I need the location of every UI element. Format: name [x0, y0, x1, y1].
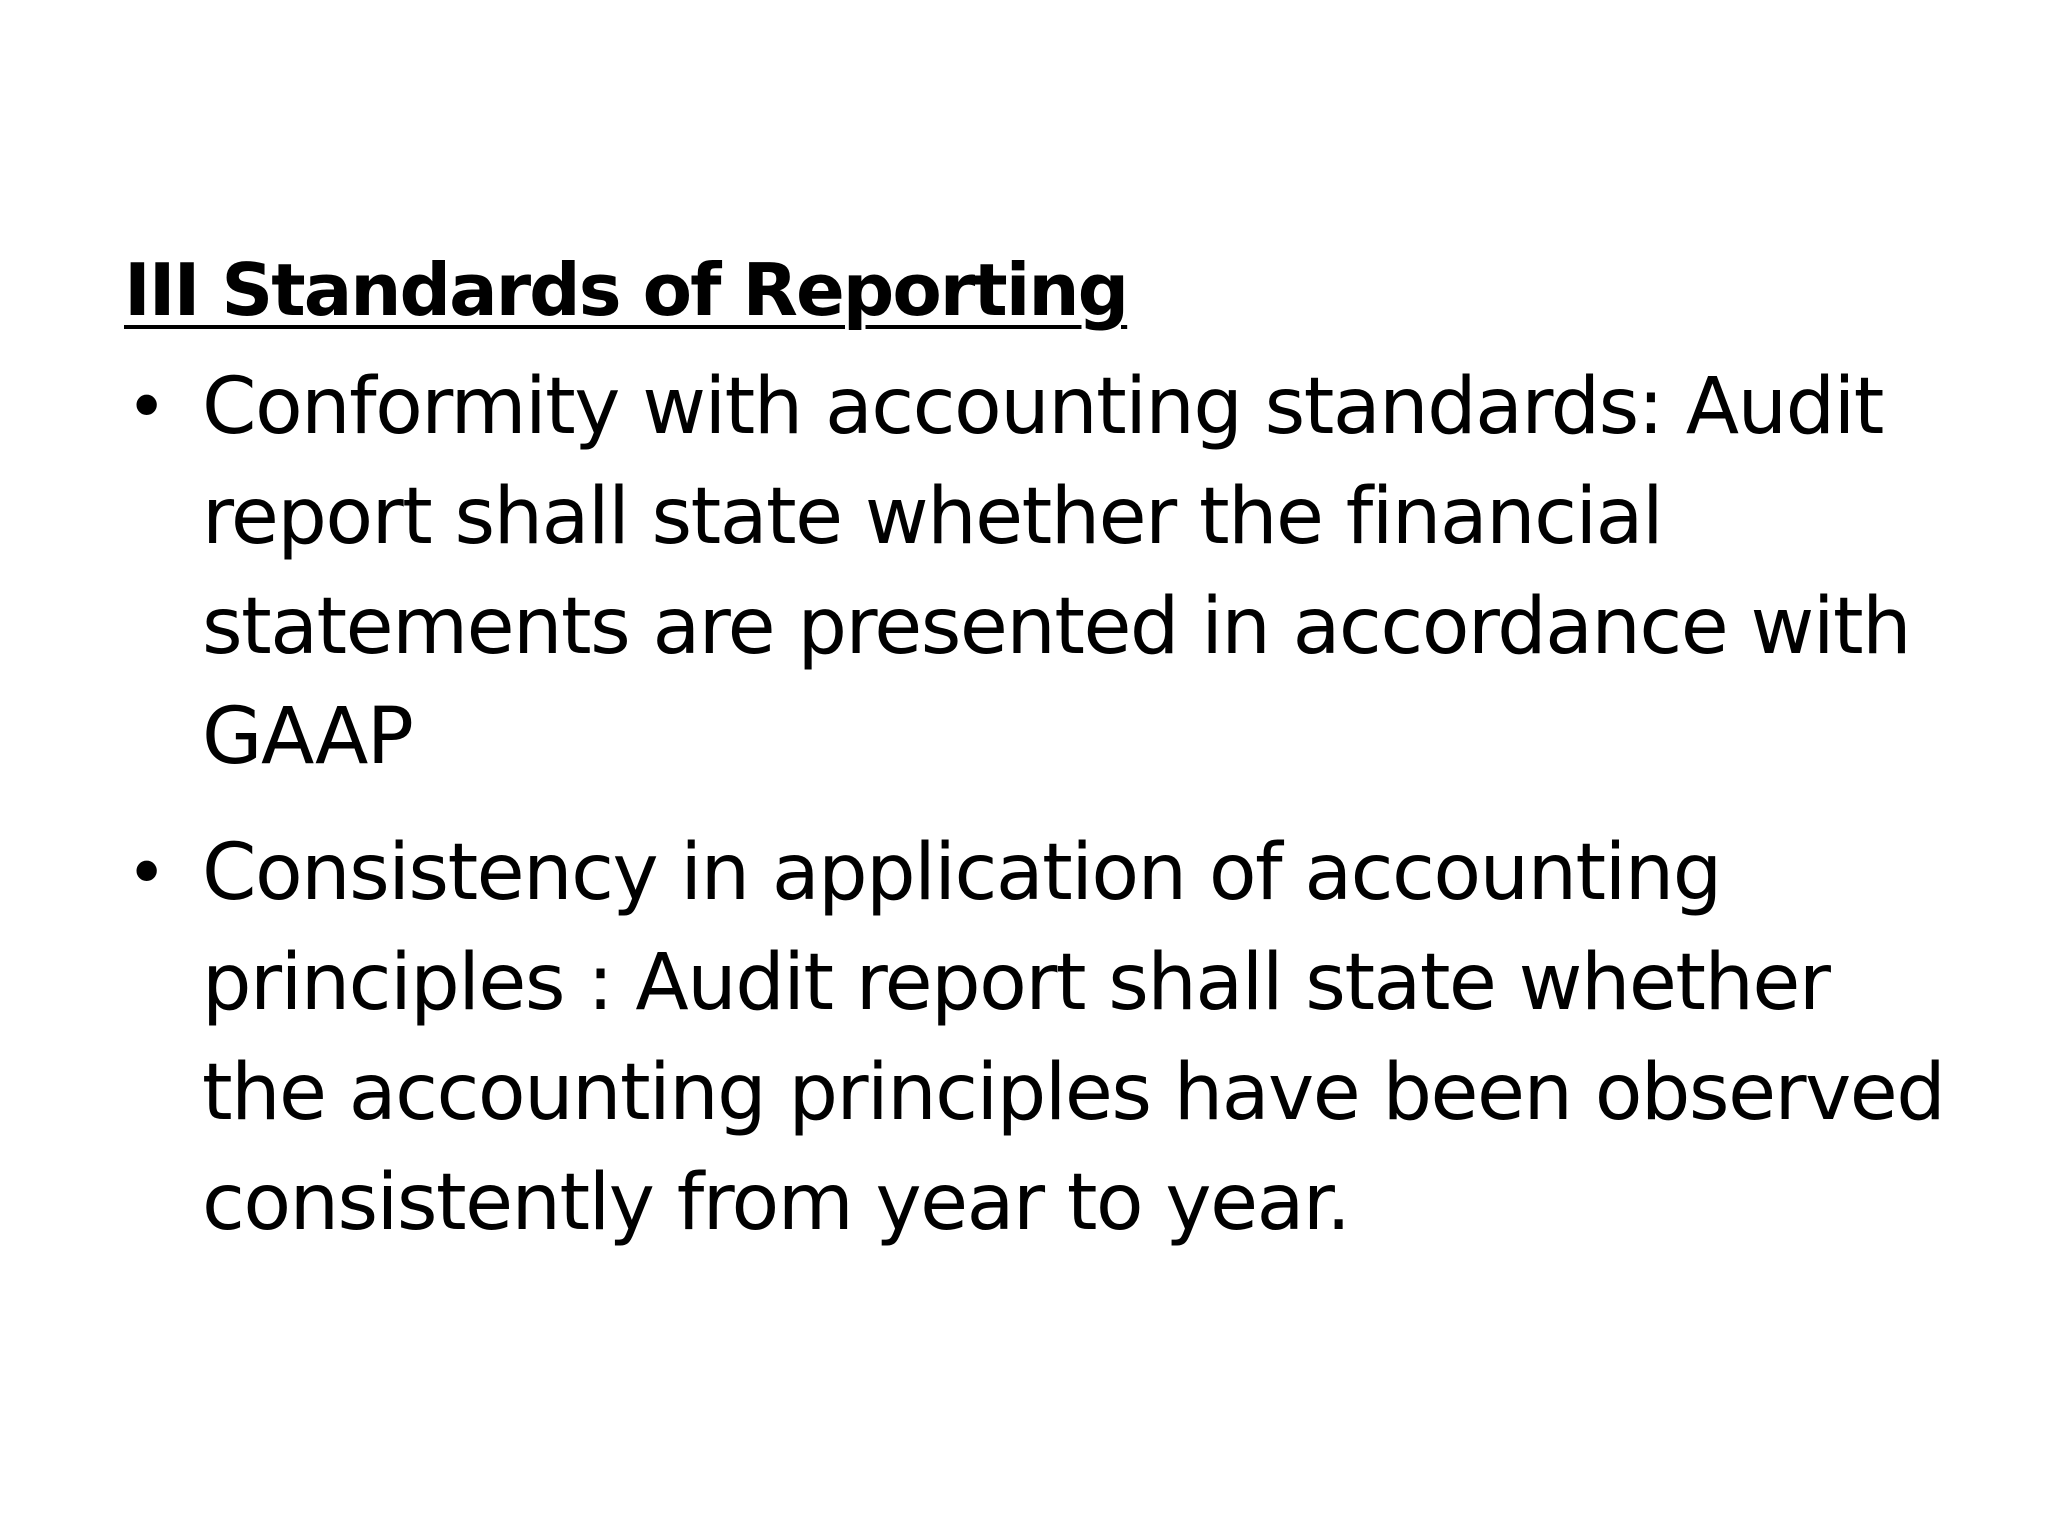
bullet-text-line: report shall state whether the financial	[202, 472, 1663, 562]
bullet-text-line: consistently from year to year.	[202, 1158, 1350, 1248]
bullet-item-conformity	[124, 352, 1924, 792]
bullet-text-line: GAAP	[202, 692, 413, 782]
bullet-dot-icon: •	[126, 832, 166, 914]
bullet-item-consistency	[124, 818, 1945, 1258]
slide-heading: III Standards of Reporting	[124, 248, 1128, 332]
bullet-text-line: the accounting principles have been observed	[202, 1048, 1945, 1138]
bullet-text-line: principles : Audit report shall state whether	[202, 938, 1830, 1028]
slide-content	[124, 240, 1945, 1284]
bullet-text-line: Conformity with accounting standards: Audit	[202, 362, 1883, 452]
bullet-text-line: statements are presented in accordance with	[202, 582, 1911, 672]
bullet-text-line: Consistency in application of accounting	[202, 828, 1721, 918]
bullet-dot-icon: •	[126, 366, 166, 448]
bullet-list	[124, 352, 1945, 1258]
